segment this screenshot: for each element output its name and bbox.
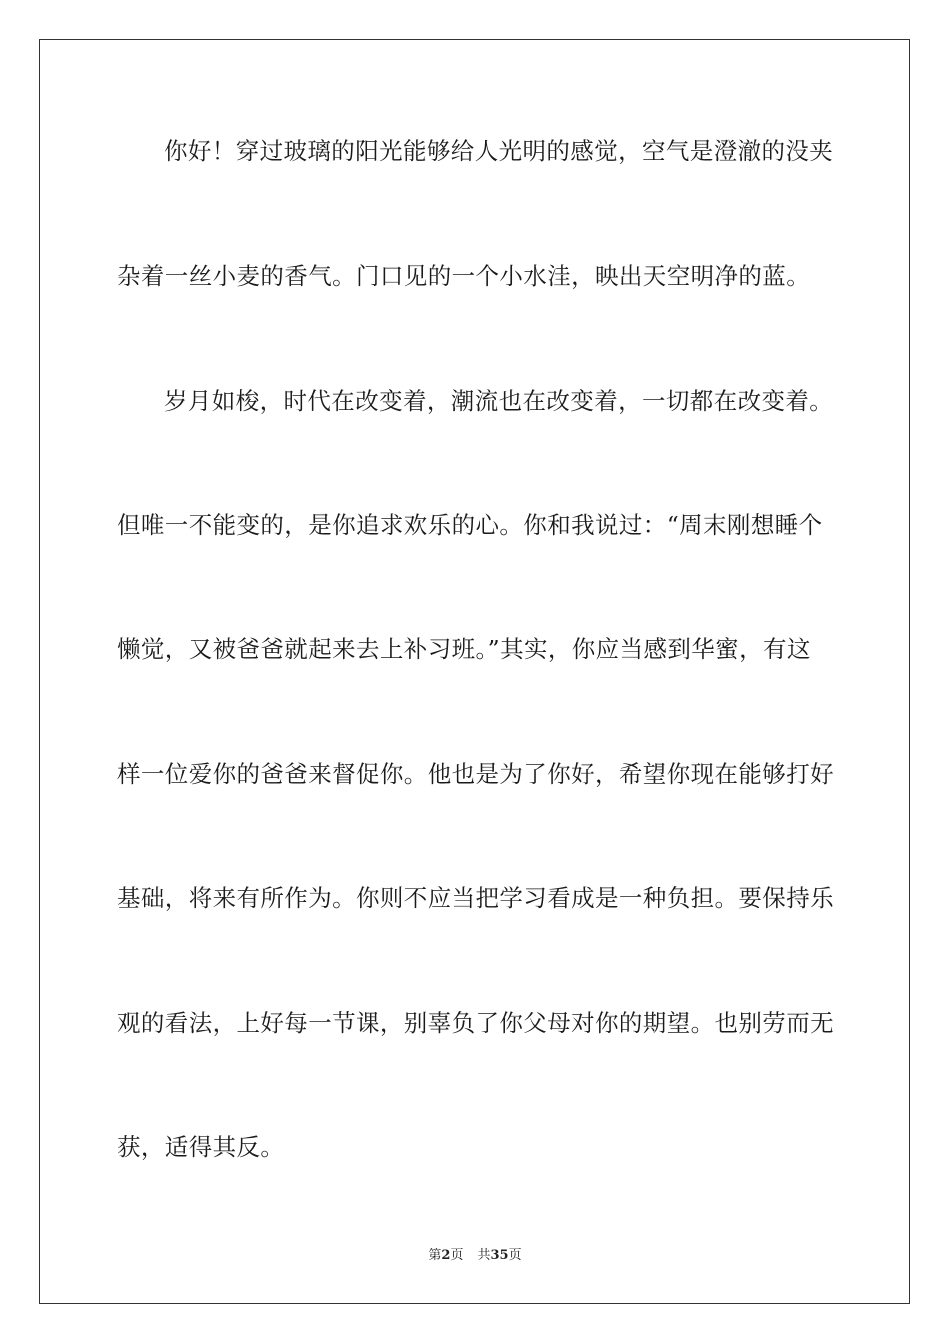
page-prefix: 第: [428, 1248, 442, 1263]
paragraph-2-line-6: 观的看法，上好每一节课，别辜负了你父母对你的期望。也别劳而无: [117, 1009, 834, 1037]
paragraph-2-line-7: 获，适得其反。: [117, 1133, 285, 1161]
paragraph-2-line-2: 但唯一不能变的，是你追求欢乐的心。你和我说过：“周末刚想睡个: [117, 511, 823, 539]
paragraph-1-line-1: 你好！穿过玻璃的阳光能够给人光明的感觉，空气是澄澈的没夹: [164, 137, 834, 165]
paragraph-2-line-4: 样一位爱你的爸爸来督促你。他也是为了你好，希望你现在能够打好: [117, 760, 834, 788]
page-border: [39, 39, 910, 1304]
page-suffix: 页: [450, 1248, 464, 1263]
total-pages: 35: [490, 1248, 509, 1263]
paragraph-2-line-3: 懒觉，又被爸爸就起来去上补习班。”其实，你应当感到华蜜，有这: [117, 635, 811, 663]
paragraph-1-line-2: 杂着一丝小麦的香气。门口见的一个小水洼，映出天空明净的蓝。: [117, 262, 811, 290]
total-prefix: 共: [477, 1248, 491, 1263]
page-footer: [0, 1247, 950, 1265]
page-number: 2: [441, 1248, 451, 1263]
paragraph-2-line-5: 基础，将来有所作为。你则不应当把学习看成是一种负担。要保持乐: [117, 884, 834, 912]
total-suffix: 页: [508, 1248, 522, 1263]
paragraph-2-line-1: 岁月如梭，时代在改变着，潮流也在改变着，一切都在改变着。: [164, 387, 834, 415]
